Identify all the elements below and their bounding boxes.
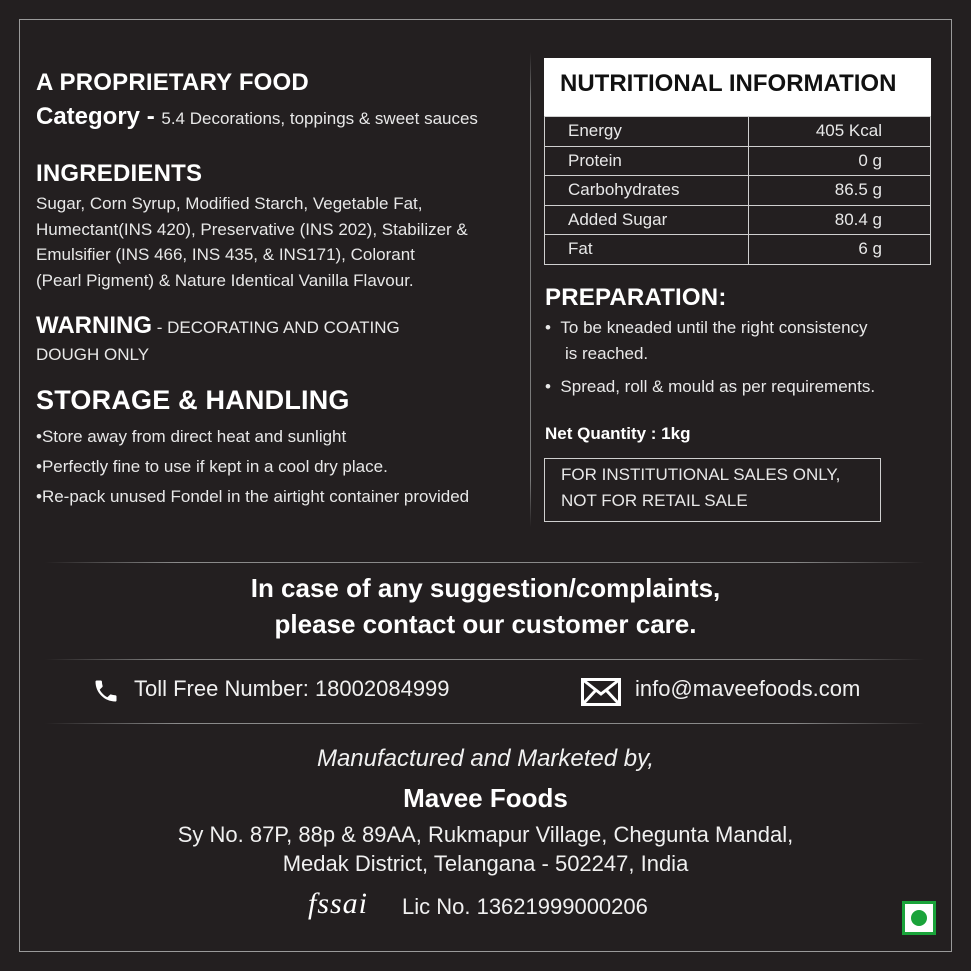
manufacturer-by-line: Manufactured and Marketed by, (316, 745, 655, 772)
divider (45, 659, 925, 660)
storage-item: •Store away from direct heat and sunlight (36, 427, 347, 446)
institutional-line: NOT FOR RETAIL SALE (561, 491, 748, 510)
divider (45, 723, 925, 724)
category-separator: - (140, 103, 162, 130)
contact-heading-line-1: In case of any suggestion/complaints, (250, 573, 721, 603)
storage-item: •Perfectly fine to use if kept in a cool dry place. (36, 457, 388, 476)
nutrient-label: Fat (545, 235, 749, 265)
nutrient-label: Protein (545, 146, 749, 176)
address-line-2: Medak District, Telangana - 502247, India (282, 851, 689, 876)
net-quantity: Net Quantity : 1kg (545, 424, 691, 443)
ingredients-line: (Pearl Pigment) & Nature Identical Vanilla Flavour. (36, 270, 414, 290)
storage-item-text: Store away from direct heat and sunlight (41, 427, 347, 446)
nutrient-label: Energy (545, 117, 749, 147)
institutional-notice (544, 458, 881, 522)
nutrient-value: 86.5 g (749, 176, 931, 206)
nutrient-label: Carbohydrates (545, 176, 749, 206)
storage-item-text: Perfectly fine to use if kept in a cool dry place. (41, 457, 388, 476)
category-line (36, 103, 478, 131)
warning-title: WARNING (36, 312, 152, 339)
storage-item: •Re-pack unused Fondel in the airtight container provided (36, 487, 470, 506)
divider (45, 562, 925, 563)
ingredients-text (36, 191, 468, 293)
column-divider (530, 52, 531, 527)
veg-dot (911, 910, 927, 926)
nutrient-value: 6 g (749, 235, 931, 265)
institutional-line: FOR INSTITUTIONAL SALES ONLY, (561, 465, 841, 484)
proprietary-food-title: A PROPRIETARY FOOD (36, 69, 309, 96)
table-row (545, 117, 931, 147)
preparation-item: • Spread, roll & mould as per requirements. (545, 377, 876, 396)
preparation-title: PREPARATION: (545, 284, 727, 311)
contact-heading-line-2: please contact our customer care. (274, 609, 697, 639)
preparation-item: • To be kneaded until the right consistency (545, 318, 868, 337)
preparation-item-text: Spread, roll & mould as per requirements. (560, 377, 876, 396)
toll-free-number: Toll Free Number: 18002084999 (134, 676, 450, 701)
email-address: info@maveefoods.com (635, 676, 861, 701)
warning-text: - DECORATING AND COATING (152, 318, 400, 337)
ingredients-title: INGREDIENTS (36, 160, 203, 187)
manufacturer-name: Mavee Foods (403, 783, 568, 813)
license-number: Lic No. 13621999000206 (402, 894, 648, 919)
ingredients-line: Sugar, Corn Syrup, Modified Starch, Vegetable Fat, (36, 194, 423, 213)
ingredients-line: Humectant(INS 420), Preservative (INS 202), Stabilizer & (36, 219, 468, 239)
phone-icon (92, 677, 120, 710)
storage-item-text: Re-pack unused Fondel in the airtight container provided (41, 487, 470, 506)
table-row (545, 205, 931, 235)
preparation-item-text: To be kneaded until the right consistency (560, 318, 868, 337)
nutrition-title: NUTRITIONAL INFORMATION (544, 58, 931, 116)
table-row (545, 146, 931, 176)
ingredients-line: Emulsifier (INS 466, INS 435, & INS171), Colorant (36, 245, 415, 264)
nutrient-value: 0 g (749, 146, 931, 176)
veg-mark-icon (902, 901, 936, 935)
table-row (545, 235, 931, 265)
category-text: 5.4 Decorations, toppings & sweet sauces (161, 109, 478, 128)
warning-text-2: DOUGH ONLY (36, 345, 150, 364)
nutrition-table (544, 116, 931, 265)
nutrient-value: 80.4 g (749, 205, 931, 235)
preparation-item-text-2: is reached. (565, 344, 649, 363)
envelope-icon (581, 678, 621, 711)
category-label: Category (36, 103, 141, 130)
address-line-1: Sy No. 87P, 88p & 89AA, Rukmapur Village, Chegunta Mandal, (177, 822, 794, 847)
table-row (545, 176, 931, 206)
warning-line (36, 312, 400, 340)
storage-title: STORAGE & HANDLING (36, 385, 350, 415)
fssai-logo: fssai (308, 887, 369, 920)
nutrient-value: 405 Kcal (749, 117, 931, 147)
nutrient-label: Added Sugar (545, 205, 749, 235)
